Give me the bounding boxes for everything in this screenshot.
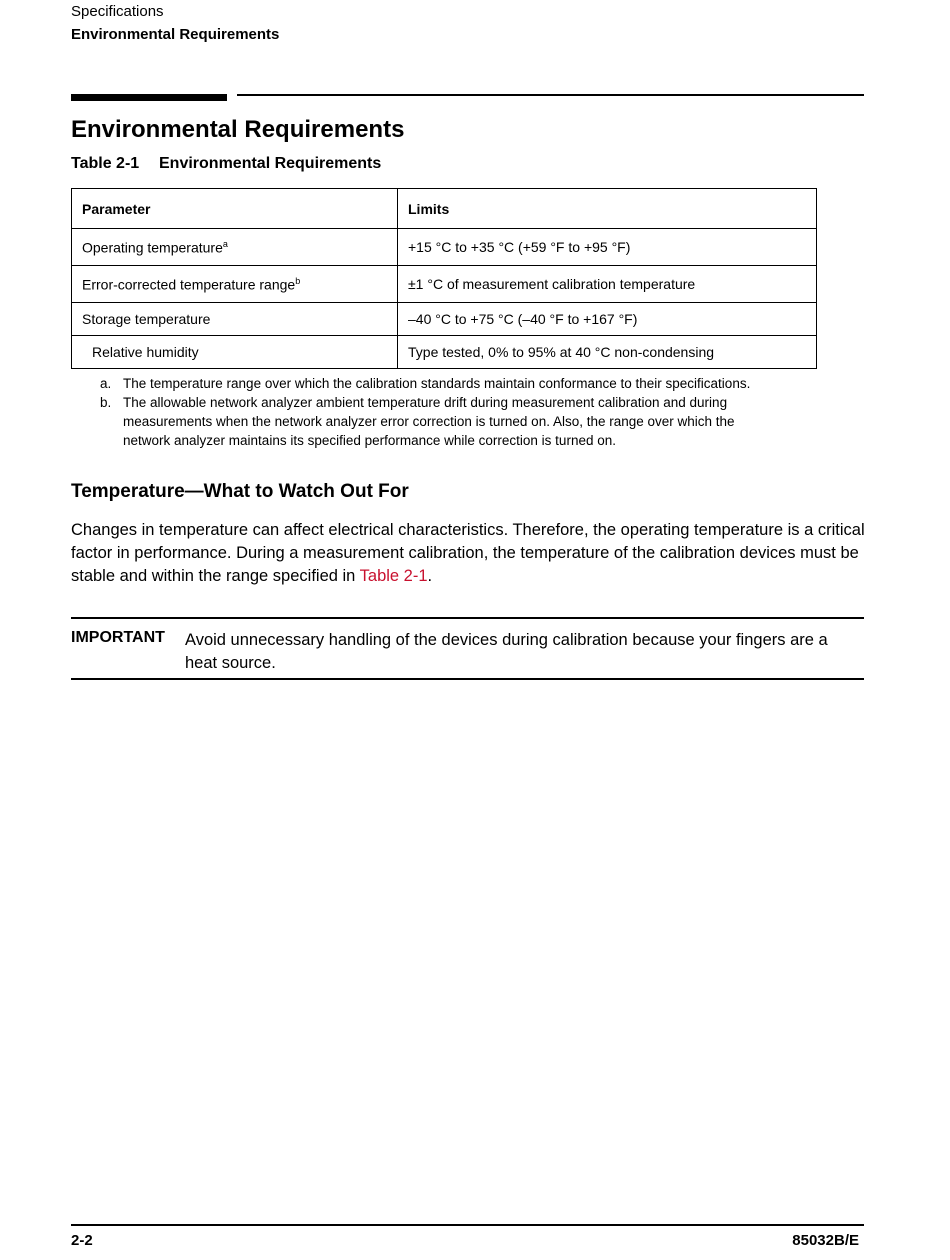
footer-rule [71,1224,864,1226]
cell-limits: ±1 °C of measurement calibration temperature [398,266,817,303]
table-row [72,303,817,336]
footnote-mark: b. [100,395,112,410]
body-paragraph: Changes in temperature can affect electrical characteristics. Therefore, the operating temperature is a critical factor in performance. During a measurement calibration, the temperature of the calibration devices must be stable and within the range specified in Table 2-1. [71,521,865,585]
footnote-text: The temperature range over which the calibration standards maintain conformance to their specifications. [123,376,751,391]
cell-parameter: Error-corrected temperature range$^b$ [72,266,398,303]
footnote-ref: a [222,238,228,249]
important-label: IMPORTANT [71,629,165,646]
cell-parameter: Relative humidity [72,336,398,369]
cell-parameter: Operating temperature$^a$ [72,229,398,266]
table-header-row [72,189,817,229]
footnote-text: The allowable network analyzer ambient temperature drift during measurement calibration and during measurements when the network analyzer error correction is turned on. Also, the range over which the network analyzer maintains its specified performance while correction is turned on. [123,395,735,448]
running-header-section: Environmental Requirements [71,26,280,43]
table-number: Table 2-1 [71,155,140,172]
footnote-mark: a. [100,376,112,391]
section-title: Environmental Requirements [71,116,405,143]
footnote [100,393,780,450]
table-caption [71,155,381,173]
environmental-table [71,188,817,369]
running-header [71,0,279,46]
table-caption-text: Environmental Requirements [159,155,382,172]
title-rule-thin [237,94,864,96]
cell-limits: +15 °C to +35 °C (+59 °F to +95 °F) [398,229,817,266]
important-note [71,617,864,680]
table-link[interactable]: Table 2-1 [359,567,428,585]
table-row [72,336,817,369]
footnote [100,374,780,393]
important-text: Avoid unnecessary handling of the devices during calibration because your fingers are a heat source. [185,631,828,672]
table-row [72,266,817,303]
subsection-title: Temperature—What to Watch Out For [71,481,409,502]
page-number: 2-2 [71,1232,93,1249]
header-limits: Limits [398,189,817,229]
title-rule-thick [71,94,227,101]
cell-limits: –40 °C to +75 °C (–40 °F to +167 °F) [398,303,817,336]
table-row [72,229,817,266]
footnote-ref: b [295,275,301,286]
table-footnotes [100,374,780,450]
cell-limits: Type tested, 0% to 95% at 40 °C non-condensing [398,336,817,369]
cell-parameter: Storage temperature [72,303,398,336]
running-header-chapter: Specifications [71,3,164,20]
model-number: 85032B/E [792,1232,859,1249]
header-parameter: Parameter [72,189,398,229]
